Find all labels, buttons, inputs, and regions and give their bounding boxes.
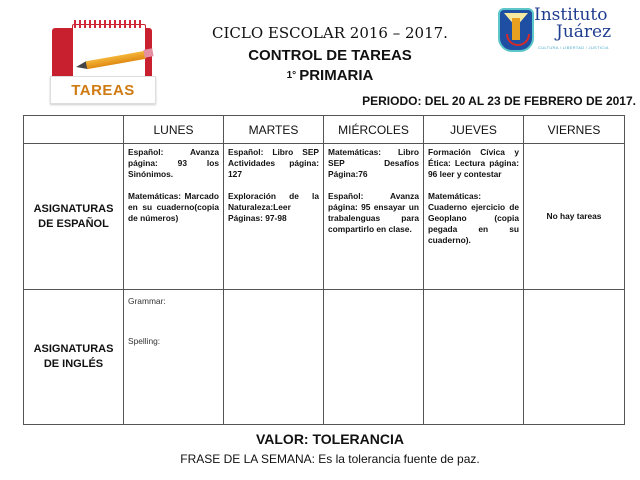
row-label-espanol: ASIGNATURAS DE ESPAÑOL bbox=[24, 144, 124, 290]
cell-ingles-lunes bbox=[124, 290, 224, 425]
school-name-line2: Juárez bbox=[556, 22, 612, 42]
grade-label: PRIMARIA bbox=[299, 67, 374, 84]
cell-espanol-viernes bbox=[524, 144, 625, 290]
cell-ingles-martes bbox=[224, 290, 324, 425]
grade-title bbox=[0, 67, 640, 84]
cell-ingles-viernes bbox=[524, 290, 625, 425]
task-text: Matemáticas: Libro SEP Desafíos Página:76 bbox=[328, 147, 419, 179]
cell-espanol-lunes bbox=[124, 144, 224, 290]
grammar-label: Grammar: bbox=[128, 296, 166, 306]
spelling-label: Spelling: bbox=[128, 336, 161, 346]
column-header-lunes: LUNES bbox=[124, 116, 224, 144]
column-header-jueves: JUEVES bbox=[424, 116, 524, 144]
homework-table bbox=[23, 115, 625, 425]
cell-ingles-jueves bbox=[424, 290, 524, 425]
table-header-row bbox=[24, 116, 625, 144]
task-text: Español: Libro SEP Actividades página: 127 bbox=[228, 147, 319, 179]
school-motto: CULTURA / LIBERTAD / JUSTICIA bbox=[538, 45, 609, 50]
table-row-espanol bbox=[24, 144, 625, 290]
no-homework-text: No hay tareas bbox=[546, 211, 602, 221]
cell-espanol-martes bbox=[224, 144, 324, 290]
task-text: Español: Avanza página: 95 ensayar un trabalenguas para compartirlo en clase. bbox=[328, 191, 419, 234]
column-header-viernes: VIERNES bbox=[524, 116, 625, 144]
page-title: CONTROL DE TAREAS bbox=[248, 47, 412, 64]
table-row-ingles bbox=[24, 290, 625, 425]
cell-espanol-jueves bbox=[424, 144, 524, 290]
column-header-martes: MARTES bbox=[224, 116, 324, 144]
period-text: PERIODO: DEL 20 AL 23 DE FEBRERO DE 2017. bbox=[362, 94, 636, 108]
cell-espanol-miercoles bbox=[324, 144, 424, 290]
school-name-line1: Instituto bbox=[534, 5, 608, 25]
column-header-miercoles: MIÉRCOLES bbox=[324, 116, 424, 144]
phrase-of-week: FRASE DE LA SEMANA: Es la tolerancia fuente de paz. bbox=[180, 452, 480, 466]
task-text: Español: Avanza página: 93 los Sinónimos. bbox=[128, 147, 219, 179]
school-year-title: CICLO ESCOLAR 2016 – 2017. bbox=[212, 24, 448, 42]
row-label-ingles: ASIGNATURAS DE INGLÉS bbox=[24, 290, 124, 425]
task-text: Matemáticas: Marcado en su cuaderno(copia de números) bbox=[128, 191, 219, 223]
task-text: Matemáticas: Cuaderno ejercicio de Geoplano (copia pegada en su cuaderno). bbox=[428, 191, 519, 245]
cell-ingles-miercoles bbox=[324, 290, 424, 425]
lighthouse-anchor-shield-icon bbox=[498, 8, 534, 52]
task-text: Formación Cívica y Ética: Lectura página: 96 leer y contestar bbox=[428, 147, 519, 179]
grade-number: 1° bbox=[286, 70, 297, 81]
task-text: Exploración de la Naturaleza:Leer Páginas: 97-98 bbox=[228, 191, 319, 223]
value-of-week: VALOR: TOLERANCIA bbox=[255, 431, 405, 447]
column-header-blank bbox=[24, 116, 124, 144]
school-logo bbox=[498, 5, 622, 56]
tareas-logo-text: TAREAS bbox=[71, 81, 135, 99]
